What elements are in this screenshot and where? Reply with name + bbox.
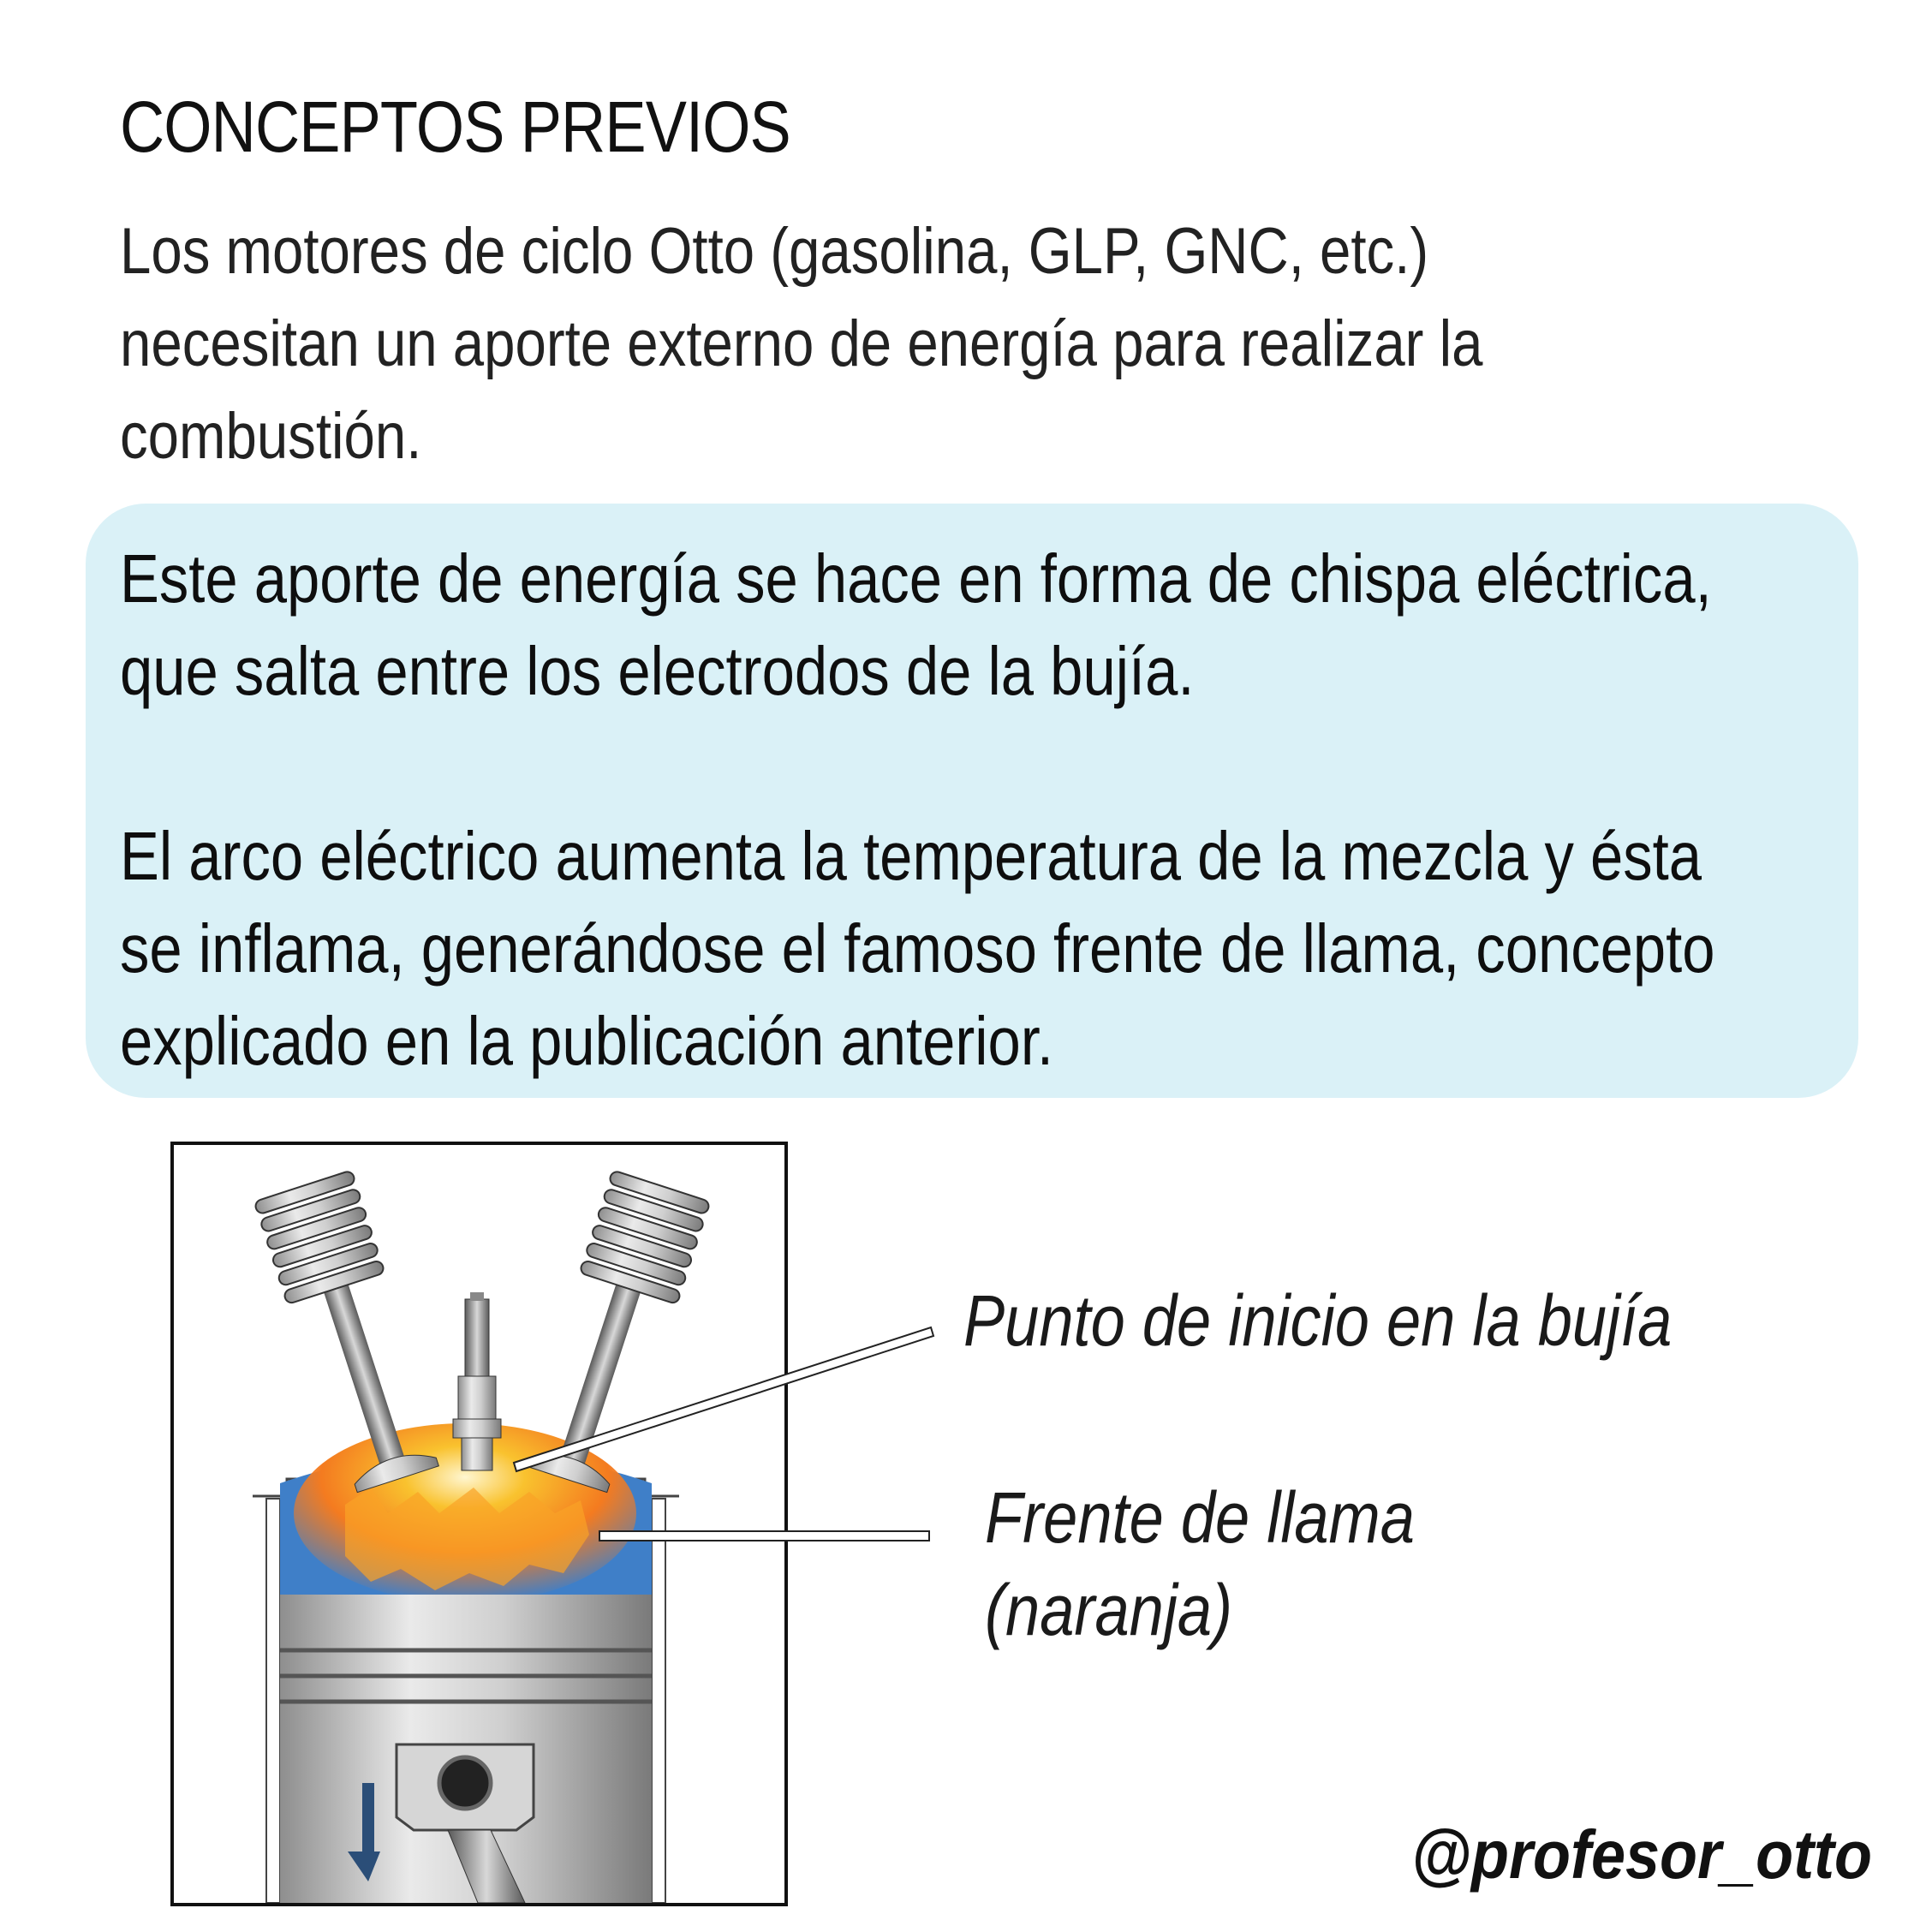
intro-line: necesitan un aporte externo de energía para realizar la — [120, 307, 1483, 380]
page-title: CONCEPTOS PREVIOS — [120, 86, 790, 167]
callout-line: Este aporte de energía se hace en forma de chispa eléctrica, — [120, 540, 1712, 617]
intro-line: combustión. — [120, 400, 422, 473]
callout-line: que salta entre los electrodos de la bujía. — [120, 633, 1195, 709]
flame-label-line: Frente de llama — [985, 1477, 1415, 1558]
author-handle: @profesor_otto — [1410, 1816, 1872, 1893]
intro-line: Los motores de ciclo Otto (gasolina, GLP, GNC, etc.) — [120, 215, 1429, 288]
callout-line: explicado en la publicación anterior. — [120, 1003, 1054, 1079]
flame-label-line: (naranja) — [985, 1570, 1233, 1650]
spark-start-label: Punto de inicio en la bujía — [963, 1280, 1673, 1361]
flame-front-label — [985, 1471, 1415, 1656]
callout-line: se inflama, generándose el famoso frente de llama, concepto — [120, 910, 1715, 987]
flame-leader-line — [599, 1531, 929, 1541]
callout-line: El arco eléctrico aumenta la temperatura de la mezcla y ésta — [120, 818, 1702, 894]
spark-leader-line — [514, 1327, 933, 1471]
